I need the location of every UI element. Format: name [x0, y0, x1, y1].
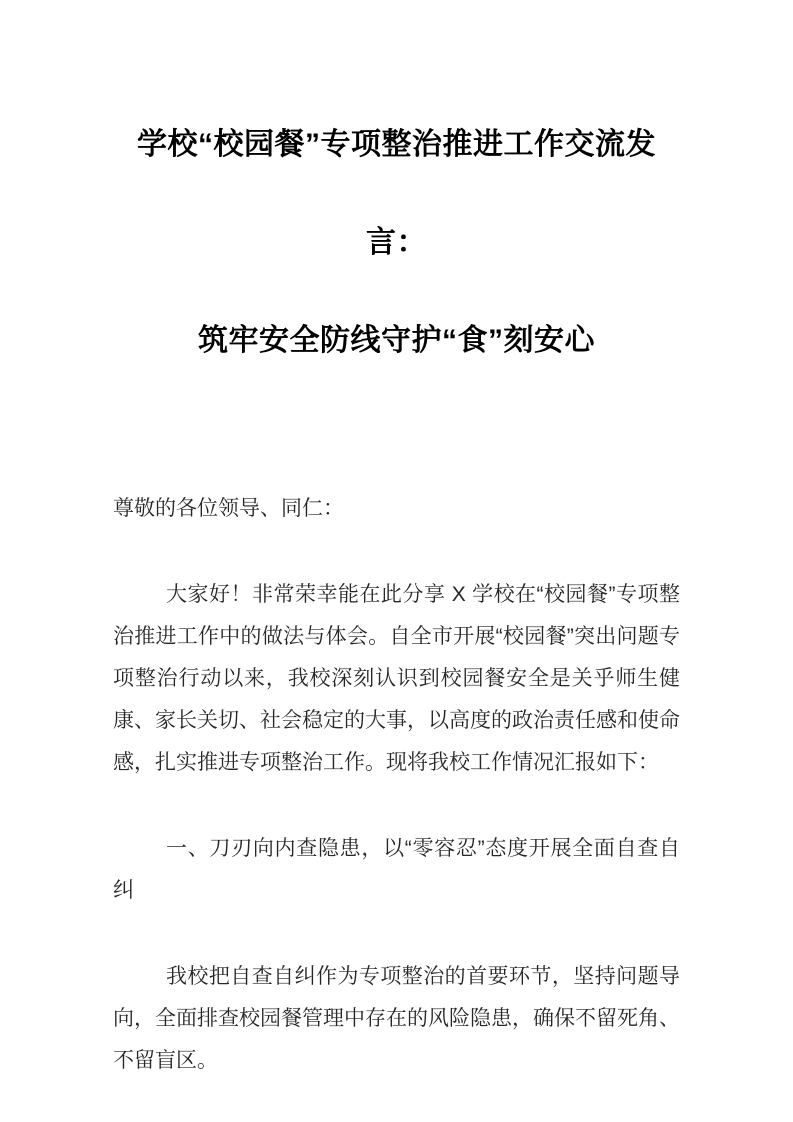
paragraph-introduction: 大家好！非常荣幸能在此分享 X 学校在“校园餐”专项整治推进工作中的做法与体会。自全市开展“校园餐”突出问题专项整治行动以来，我校深刻认识到校园餐安全是关乎师生健康、家长关切、社会稳定的大事，以高度的政治责任感和使命感，扎实推进专项整治工作。现将我校工作情况汇报如下： — [113, 583, 680, 774]
greeting-line: 尊敬的各位领导、同仁： — [113, 497, 344, 520]
title-line-1: 学校“校园餐”专项整治推进工作交流发言： — [137, 128, 656, 259]
paragraph-self-inspection: 我校把自查自纠作为专项整治的首要环节，坚持问题导向，全面排查校园餐管理中存在的风险隐患，确保不留死角、不留盲区。 — [113, 965, 680, 1072]
document-title — [113, 96, 680, 390]
title-line-2: 筑牢安全防线守护“食”刻安心 — [198, 324, 595, 357]
section-heading-1: 一、刀刃向内查隐患，以“零容忍”态度开展全面自查自纠 — [113, 837, 680, 902]
document-content — [0, 96, 793, 1082]
